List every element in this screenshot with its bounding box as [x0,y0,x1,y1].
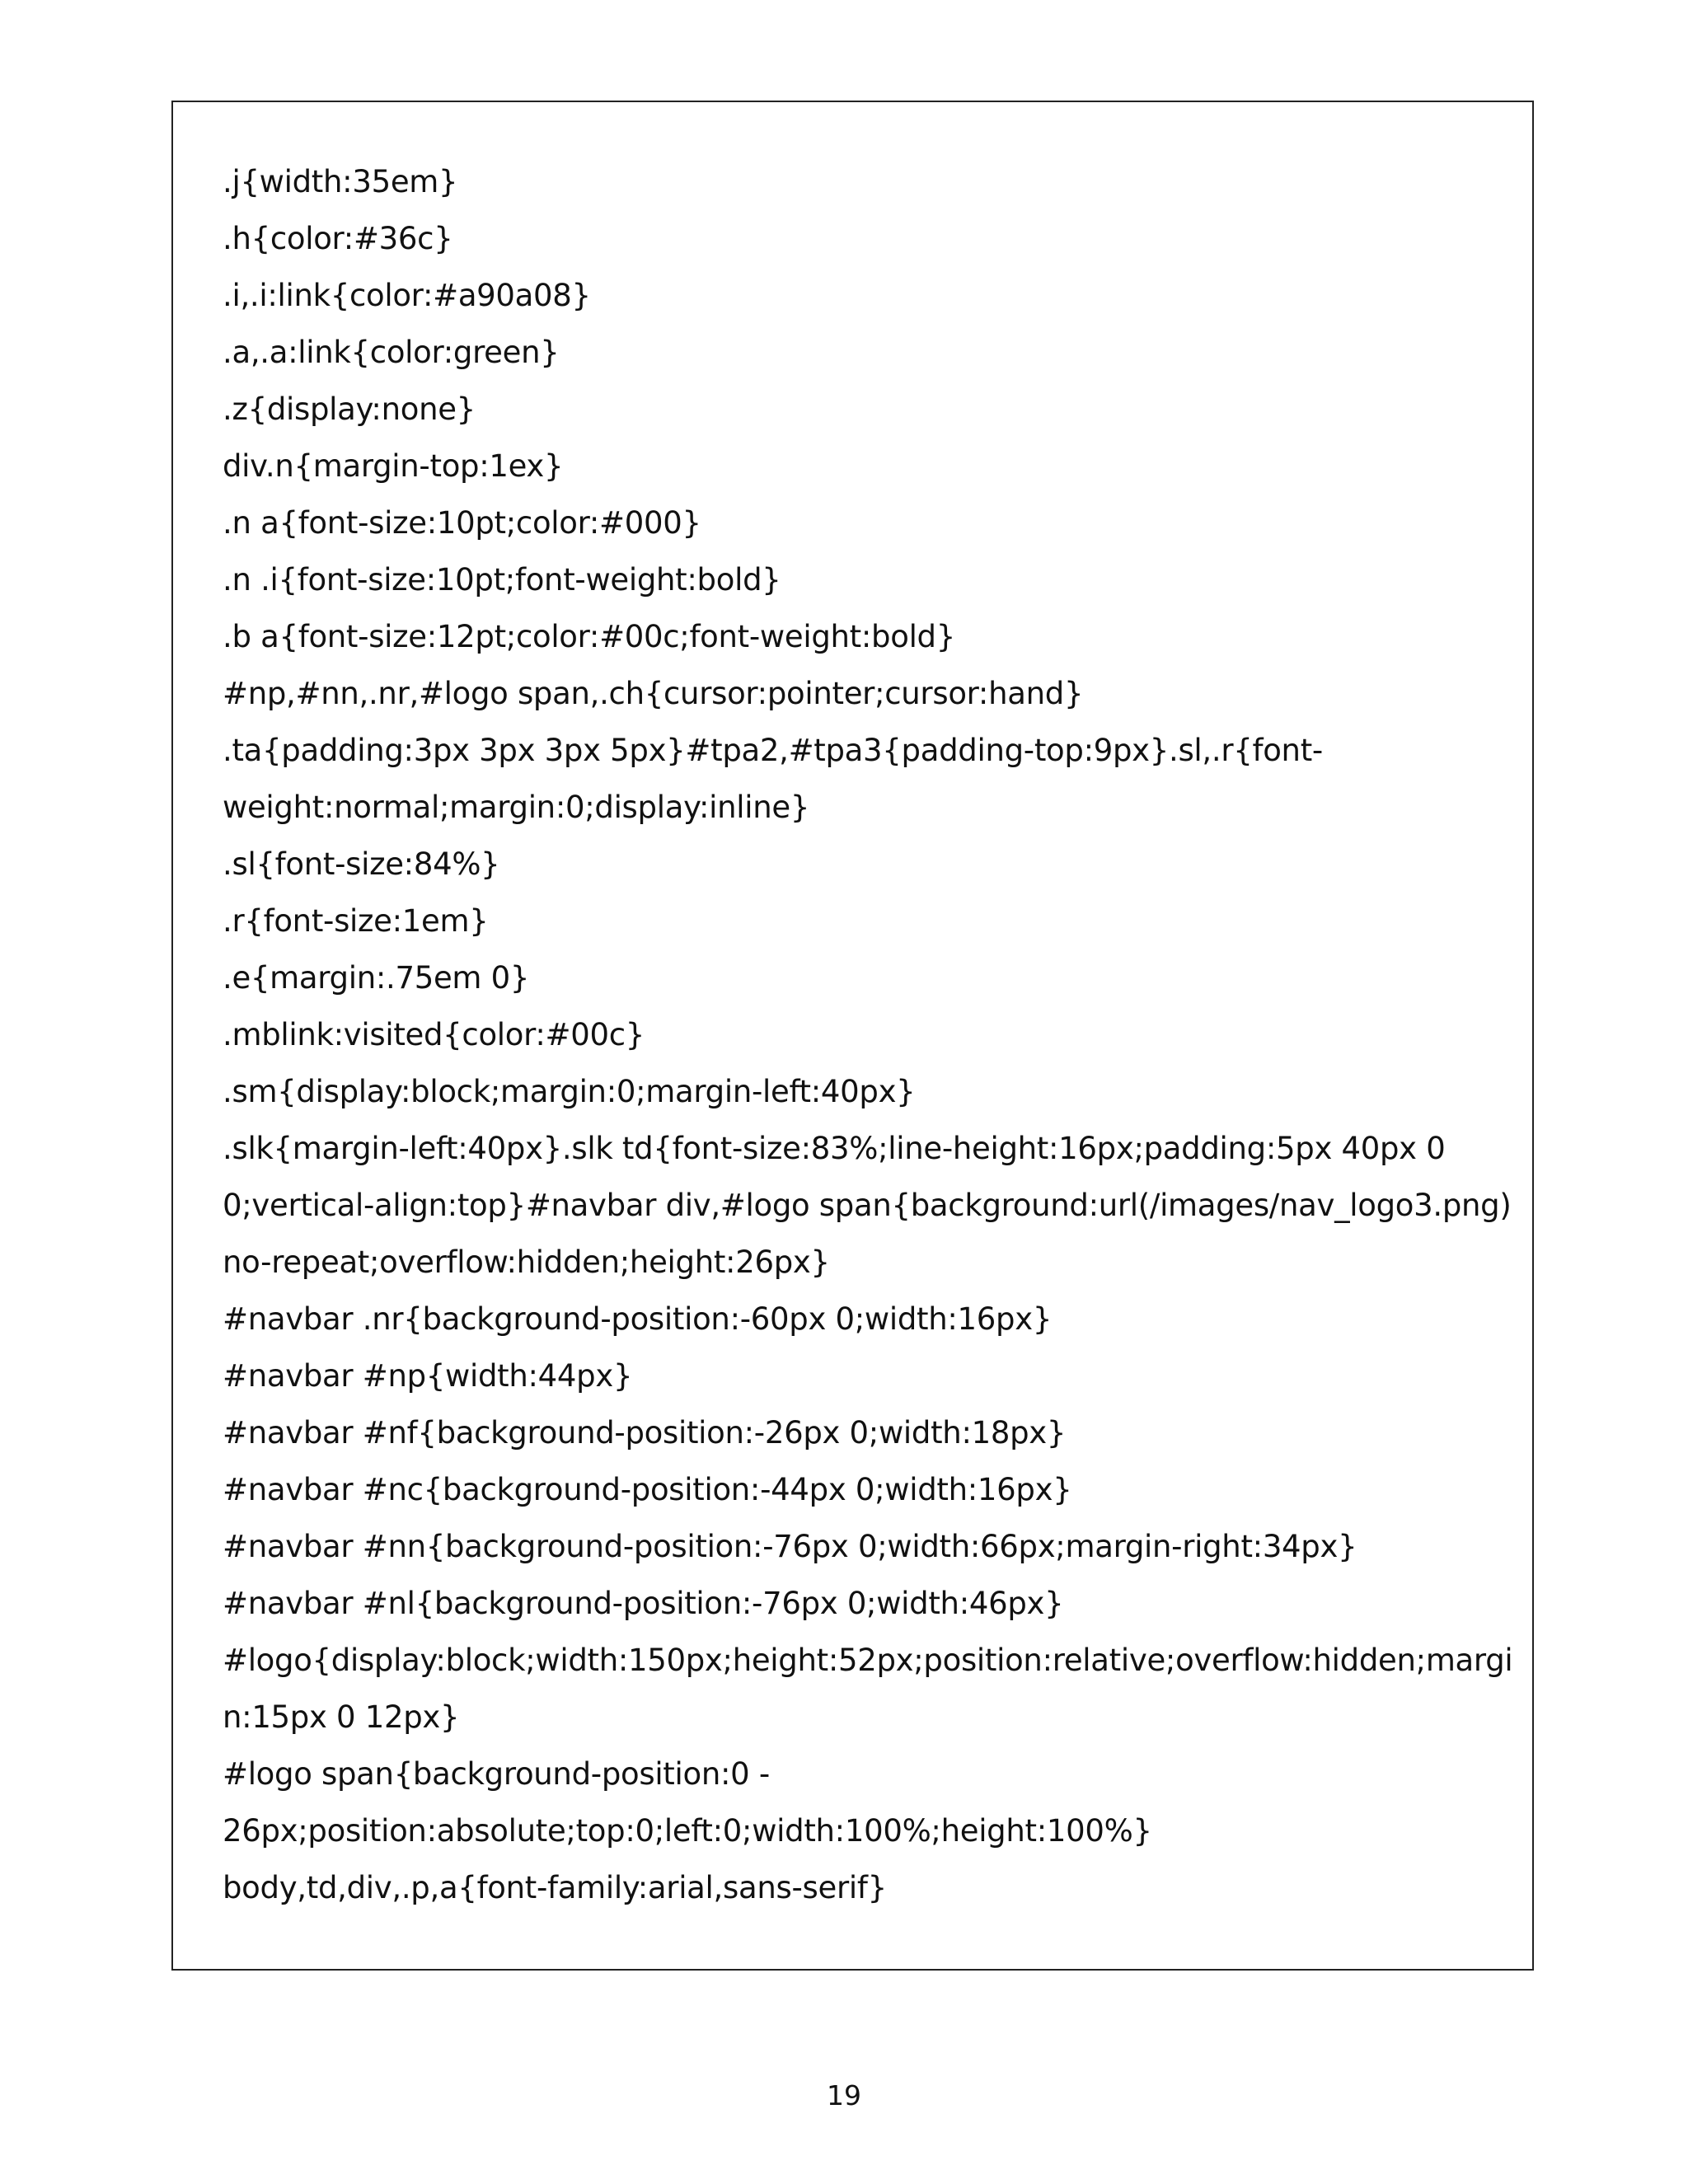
code-line: #logo{display:block;width:150px;height:52px;position:relative;overflow:hidden;margi [223,1643,1513,1678]
code-line: #logo span{background-position:0 - [223,1756,770,1792]
code-line: .mblink:visited{color:#00c} [223,1017,645,1052]
code-line: .a,.a:link{color:green} [223,335,560,370]
code-line: .slk{margin-left:40px}.slk td{font-size:83%;line-height:16px;padding:5px 40px 0 [223,1131,1446,1166]
code-line: .z{display:none} [223,391,476,427]
code-line: .r{font-size:1em} [223,903,489,939]
code-line: .e{margin:.75em 0} [223,960,530,996]
code-line: #np,#nn,.nr,#logo span,.ch{cursor:pointer;cursor:hand} [223,676,1084,711]
code-line: #navbar #nn{background-position:-76px 0;width:66px;margin-right:34px} [223,1529,1357,1564]
code-line: .sm{display:block;margin:0;margin-left:40px} [223,1074,916,1109]
code-line: .h{color:#36c} [223,221,453,256]
code-line: 0;vertical-align:top}#navbar div,#logo span{background:url(/images/nav_logo3.png) [223,1188,1512,1223]
code-line: .n a{font-size:10pt;color:#000} [223,505,701,541]
code-line: n:15px 0 12px} [223,1699,460,1735]
code-line: div.n{margin-top:1ex} [223,448,564,484]
code-line: .ta{padding:3px 3px 3px 5px}#tpa2,#tpa3{padding-top:9px}.sl,.r{font- [223,733,1323,768]
page-number: 19 [827,2079,861,2111]
code-line: #navbar #nf{background-position:-26px 0;width:18px} [223,1415,1067,1451]
code-line: weight:normal;margin:0;display:inline} [223,790,810,825]
code-listing [223,153,1513,1916]
code-line: 26px;position:absolute;top:0;left:0;width:100%;height:100%} [223,1813,1152,1849]
code-box [171,101,1534,1971]
code-line: body,td,div,.p,a{font-family:arial,sans-serif} [223,1870,887,1905]
code-line: no-repeat;overflow:hidden;height:26px} [223,1244,830,1280]
code-line: .i,.i:link{color:#a90a08} [223,278,591,313]
code-line: .n .i{font-size:10pt;font-weight:bold} [223,562,781,598]
code-line: #navbar #np{width:44px} [223,1358,633,1394]
code-line: .b a{font-size:12pt;color:#00c;font-weight:bold} [223,619,955,654]
code-line: .sl{font-size:84%} [223,846,500,882]
code-line: #navbar #nl{background-position:-76px 0;width:46px} [223,1586,1064,1621]
code-line: .j{width:35em} [223,164,458,199]
code-line: #navbar .nr{background-position:-60px 0;width:16px} [223,1301,1053,1337]
code-line: #navbar #nc{background-position:-44px 0;width:16px} [223,1472,1072,1507]
